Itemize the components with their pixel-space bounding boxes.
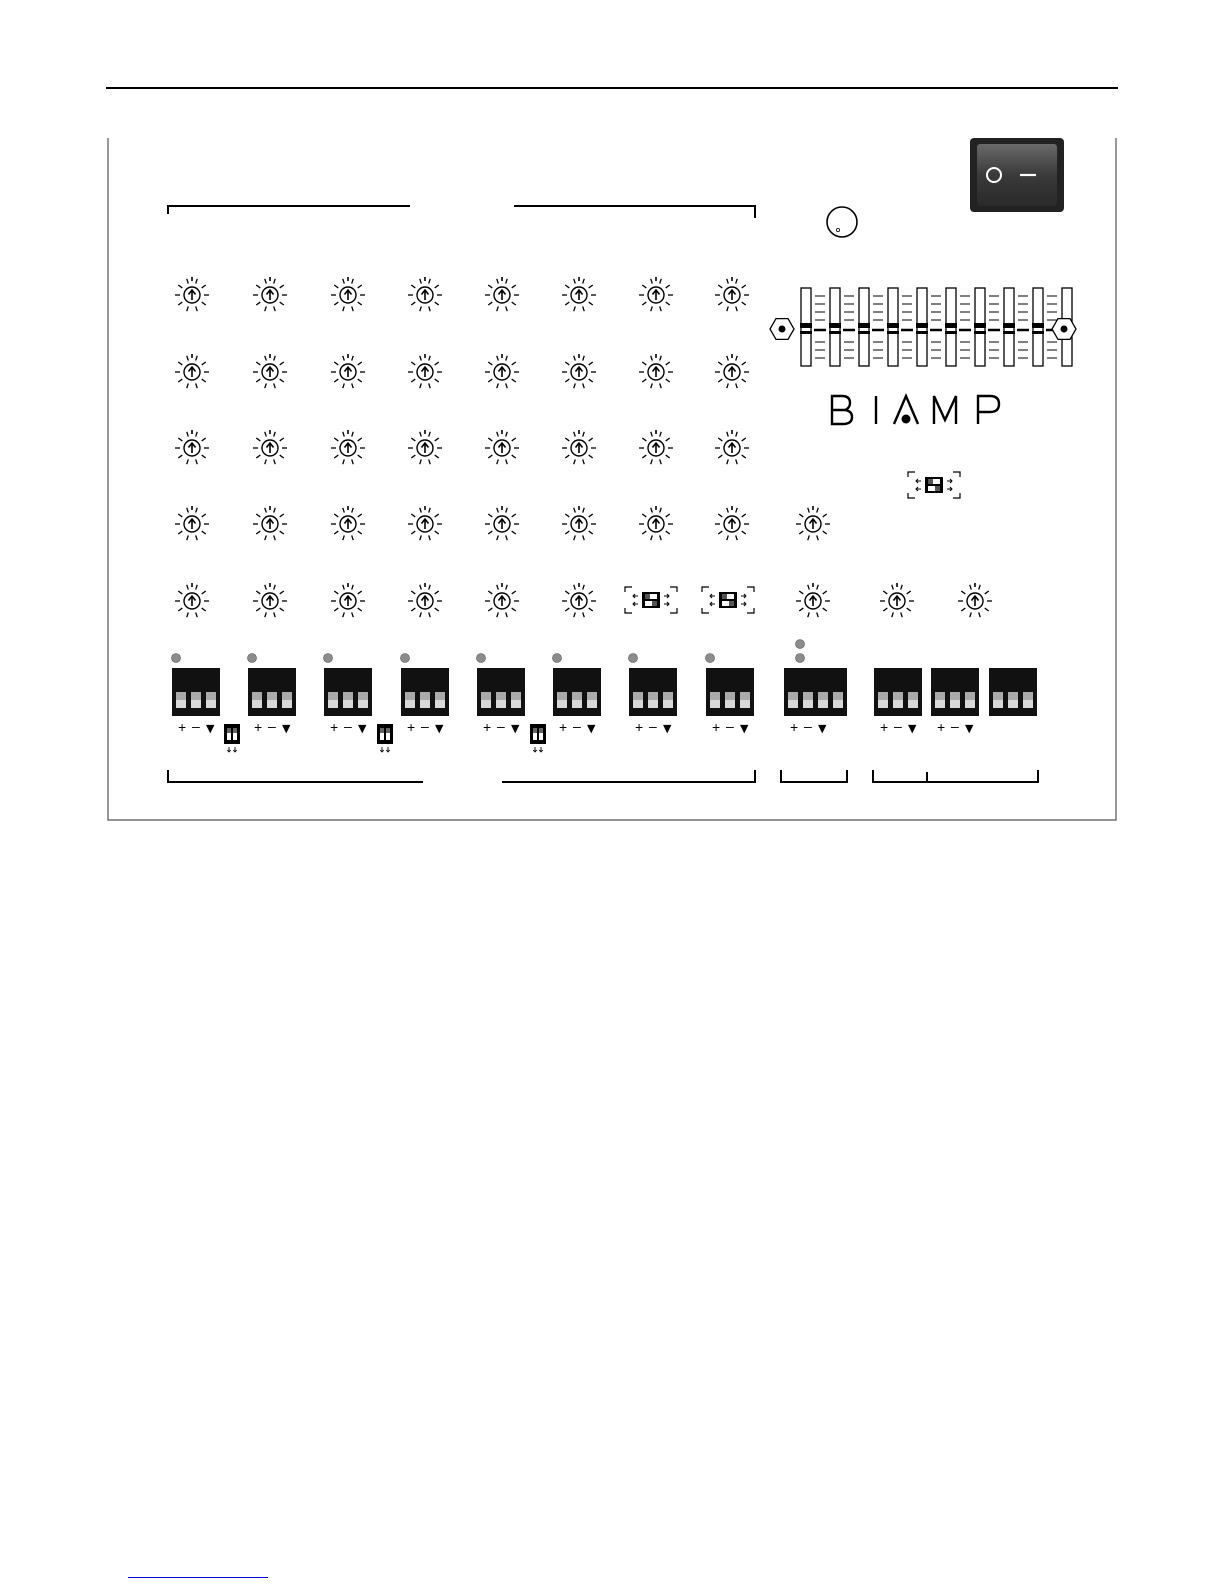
bracket-bottom-4 (873, 770, 1038, 782)
terminal-plus-label: + (559, 719, 568, 735)
trim-knob-icon[interactable] (175, 583, 209, 617)
trim-knob-icon[interactable] (408, 277, 442, 311)
eq-fader-icon[interactable] (974, 288, 1000, 366)
trim-knob-icon[interactable] (175, 430, 209, 464)
trim-knob-icon[interactable] (331, 506, 365, 540)
trim-knob-icon[interactable] (562, 277, 596, 311)
terminal-plus-label: + (635, 719, 644, 735)
trim-knob-icon[interactable] (715, 354, 749, 388)
brand-logo (830, 390, 1010, 434)
eq-fader-icon[interactable] (945, 288, 971, 366)
terminal-block[interactable] (874, 668, 922, 735)
terminal-minus-label: – (951, 718, 959, 734)
eq-fader-icon[interactable] (916, 288, 942, 366)
trim-knob-icon[interactable] (253, 277, 287, 311)
terminal-minus-label: – (573, 718, 581, 734)
terminal-ground-label: ▼ (663, 722, 672, 735)
terminal-block[interactable] (172, 654, 221, 736)
terminal-block[interactable] (401, 654, 450, 736)
trim-knob-icon[interactable] (715, 506, 749, 540)
terminal-block[interactable] (553, 654, 602, 736)
trim-knob-icon[interactable] (715, 430, 749, 464)
bracket-bottom-3 (781, 770, 847, 782)
trim-knob-icon[interactable] (715, 277, 749, 311)
hex-screw-icon (770, 319, 794, 340)
terminal-plus-label: + (937, 719, 946, 735)
level-pot[interactable] (827, 207, 857, 237)
footer-link-underline (128, 1577, 268, 1578)
terminal-minus-label: – (726, 718, 734, 734)
terminal-minus-label: – (421, 718, 429, 734)
trim-knob-icon[interactable] (485, 583, 519, 617)
bracket-bottom-2 (502, 770, 755, 782)
eq-fader-icon[interactable] (800, 288, 826, 366)
trim-knob-icon[interactable] (175, 506, 209, 540)
terminal-plus-label: + (178, 719, 187, 735)
bracket-top-right (514, 206, 755, 218)
terminal-block[interactable] (931, 668, 979, 735)
trim-knob-icon[interactable] (639, 277, 673, 311)
trim-knob-icon[interactable] (562, 583, 596, 617)
terminal-block[interactable] (629, 654, 678, 736)
trim-knob-icon[interactable] (796, 506, 830, 540)
trim-knob-icon[interactable] (485, 430, 519, 464)
terminal-plus-label: + (330, 719, 339, 735)
panel-outline (108, 138, 1116, 820)
terminal-block[interactable] (784, 640, 847, 736)
graphic-eq (770, 288, 1076, 366)
power-switch[interactable] (970, 138, 1064, 212)
dip-switch-icon[interactable] (224, 724, 240, 752)
trim-knob-icon[interactable] (253, 430, 287, 464)
trim-knob-icon[interactable] (331, 277, 365, 311)
terminal-plus-label: + (880, 719, 889, 735)
terminal-ground-label: ▼ (587, 722, 596, 735)
terminal-minus-label: – (268, 718, 276, 734)
terminal-ground-label: ▼ (282, 722, 291, 735)
bracket-top-left (168, 206, 410, 214)
trim-knob-icon[interactable] (562, 354, 596, 388)
trim-knob-icon[interactable] (796, 583, 830, 617)
terminal-plus-label: + (407, 719, 416, 735)
terminal-ground-label: ▼ (908, 722, 917, 735)
trim-knob-icon[interactable] (408, 430, 442, 464)
terminal-block-row (172, 640, 1038, 736)
terminal-ground-label: ▼ (358, 722, 367, 735)
terminal-ground-label: ▼ (206, 722, 215, 735)
trim-knob-icon[interactable] (175, 277, 209, 311)
trim-knob-icon[interactable] (485, 354, 519, 388)
terminal-minus-label: – (192, 718, 200, 734)
trim-knob-icon[interactable] (331, 430, 365, 464)
terminal-ground-label: ▼ (435, 722, 444, 735)
trim-knob-icon[interactable] (639, 430, 673, 464)
terminal-ground-label: ▼ (511, 722, 520, 735)
trim-knob-icon[interactable] (175, 354, 209, 388)
terminal-ground-label: ▼ (965, 722, 974, 735)
hex-screw-icon (1052, 319, 1076, 340)
dip-switch-icon[interactable] (625, 587, 677, 613)
terminal-plus-label: + (483, 719, 492, 735)
terminal-plus-label: + (254, 719, 263, 735)
trim-knob-icon[interactable] (408, 506, 442, 540)
terminal-plus-label: + (790, 719, 799, 735)
terminal-minus-label: – (894, 718, 902, 734)
trim-knob-icon[interactable] (880, 583, 914, 617)
trim-knob-icon[interactable] (958, 583, 992, 617)
trim-knob-icon[interactable] (253, 354, 287, 388)
dip-switch-icon[interactable] (702, 587, 754, 613)
trim-knob-icon[interactable] (408, 354, 442, 388)
trim-knob-icon[interactable] (253, 506, 287, 540)
trim-knob-icon[interactable] (562, 430, 596, 464)
dip-switch-icon[interactable] (530, 724, 546, 752)
eq-fader-icon[interactable] (1003, 288, 1029, 366)
dip-switch-icon[interactable] (908, 472, 960, 498)
terminal-block[interactable] (477, 654, 526, 736)
eq-fader-icon[interactable] (887, 288, 913, 366)
trim-knob-icon[interactable] (485, 277, 519, 311)
terminal-plus-label: + (712, 719, 721, 735)
terminal-block[interactable] (324, 654, 373, 736)
terminal-minus-label: – (497, 718, 505, 734)
eq-fader-icon[interactable] (858, 288, 884, 366)
dip-switch-icon[interactable] (377, 724, 393, 752)
terminal-block[interactable] (248, 654, 297, 736)
trim-knob-icon[interactable] (331, 583, 365, 617)
bracket-bottom-1 (168, 770, 423, 782)
terminal-ground-label: ▼ (740, 722, 749, 735)
trim-knob-icon[interactable] (639, 506, 673, 540)
trim-knob-icon[interactable] (485, 506, 519, 540)
terminal-minus-label: – (344, 718, 352, 734)
terminal-block[interactable] (706, 654, 755, 736)
terminal-ground-label: ▼ (818, 722, 827, 735)
trim-knob-icon[interactable] (408, 583, 442, 617)
terminal-block[interactable] (989, 668, 1037, 716)
eq-fader-icon[interactable] (829, 288, 855, 366)
trim-knob-icon[interactable] (331, 354, 365, 388)
trim-knob-icon[interactable] (562, 506, 596, 540)
terminal-minus-label: – (649, 718, 657, 734)
trim-knob-icon[interactable] (639, 354, 673, 388)
terminal-minus-label: – (804, 718, 812, 734)
trim-knob-icon[interactable] (253, 583, 287, 617)
